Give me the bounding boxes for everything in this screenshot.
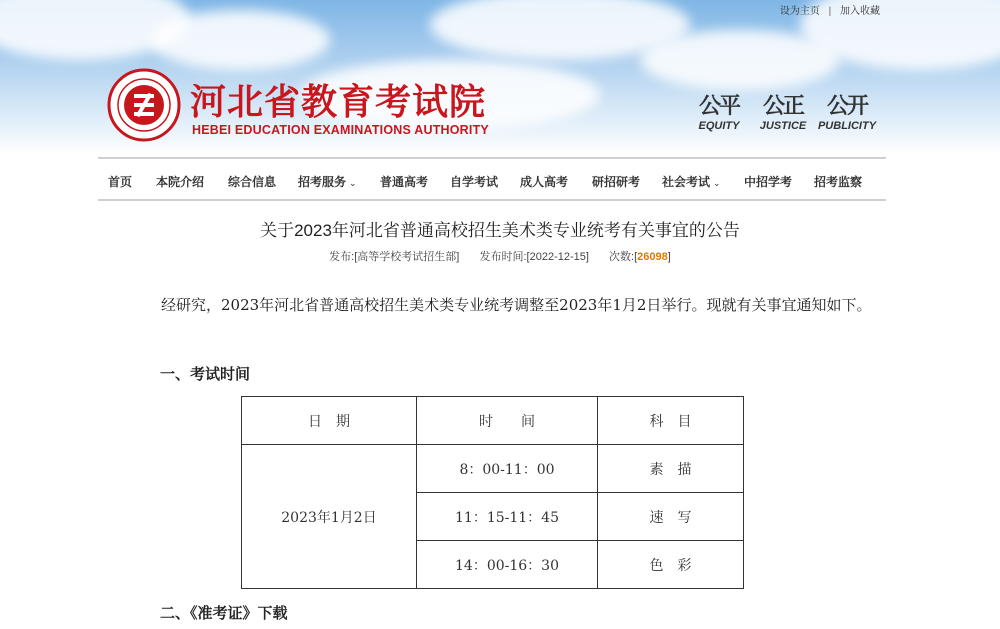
hits-label: 次数: [609, 251, 635, 263]
article-paragraph: 经研究，2023年河北省普通高校招生美术类专业统考调整至2023年1月2日举行。现就有关事宜通知如下。 [161, 296, 872, 314]
motto-small: EQUITY [698, 120, 740, 132]
main-nav [98, 157, 886, 201]
logo-title-en: HEBEI EDUCATION EXAMINATIONS AUTHORITY [192, 123, 489, 137]
exam-subject-cell: 素 描 [598, 445, 744, 493]
publisher-value: [高等学校考试招生部] [354, 251, 460, 263]
nav-item-label: 成人高考 [520, 175, 569, 189]
hits-bracket-close: ] [667, 251, 671, 263]
nav-item-general-info[interactable] [228, 173, 276, 190]
table-header-cell: 日 期 [242, 397, 417, 445]
exam-time-cell: 8：00-11：00 [417, 445, 598, 493]
hits-count: 26098 [637, 251, 668, 263]
motto-big: 公开 [826, 93, 867, 118]
nav-item-exam-services[interactable] [298, 173, 357, 190]
nav-item-graduate[interactable] [592, 173, 640, 190]
publisher-label: 发布: [329, 251, 355, 263]
table-header-row [242, 397, 744, 445]
nav-item-label: 自学考试 [450, 175, 499, 189]
nav-item-label: 招考监察 [814, 175, 863, 189]
chevron-down-icon: ⌄ [713, 178, 721, 188]
top-links [780, 2, 880, 17]
nav-item-self-study[interactable] [450, 173, 498, 190]
nav-item-label: 本院介绍 [156, 175, 205, 189]
table-row [242, 445, 744, 493]
nav-item-label: 中招学考 [744, 175, 793, 189]
table-header-cell: 科 目 [598, 397, 744, 445]
nav-item-label: 研招研考 [592, 175, 641, 189]
nav-item-social-exam[interactable] [662, 173, 721, 190]
add-favorite-link[interactable]: 加入收藏 [840, 6, 880, 17]
nav-item-label: 普通高考 [380, 175, 429, 189]
top-links-separator: | [828, 6, 832, 17]
exam-schedule-table [241, 396, 744, 589]
section-heading-exam-time: 一、考试时间 [160, 365, 251, 383]
section-heading-admission-ticket: 二、《准考证》下载 [160, 604, 288, 622]
logo-seal-icon[interactable] [107, 68, 181, 142]
article-meta [0, 248, 1000, 264]
publish-time-label: 发布时间: [479, 251, 527, 263]
motto-big: 公平 [698, 93, 739, 118]
set-homepage-link[interactable]: 设为主页 [779, 6, 820, 17]
motto-small: JUSTICE [759, 120, 807, 132]
exam-subject-cell: 色 彩 [598, 541, 744, 589]
nav-item-gaokao[interactable] [380, 173, 428, 190]
nav-item-supervision[interactable] [814, 173, 862, 190]
motto-equity [684, 94, 754, 132]
nav-item-adult-exam[interactable] [520, 173, 568, 190]
nav-item-about[interactable] [156, 173, 204, 190]
motto-justice [748, 94, 818, 132]
nav-item-label: 综合信息 [228, 175, 277, 189]
nav-item-zhongkao[interactable] [744, 173, 792, 190]
logo-title-cn[interactable]: 河北省教育考试院 [190, 82, 487, 123]
exam-time-cell: 11：15-11：45 [417, 493, 598, 541]
nav-item-label: 首页 [108, 175, 133, 189]
article-title: 关于2023年河北省普通高校招生美术类专业统考有关事宜的公告 [260, 221, 740, 240]
motto-small: PUBLICITY [817, 120, 877, 132]
exam-date-cell: 2023年1月2日 [242, 445, 417, 589]
hits-bracket-open: [ [634, 251, 638, 263]
exam-time-cell: 14：00-16：30 [417, 541, 598, 589]
motto-big: 公正 [762, 93, 803, 118]
exam-subject-cell: 速 写 [598, 493, 744, 541]
chevron-down-icon: ⌄ [349, 178, 357, 188]
nav-item-home[interactable] [108, 173, 132, 190]
table-header-cell: 时 间 [417, 397, 598, 445]
nav-item-label: 社会考试 [662, 175, 711, 189]
publish-time-value: [2022-12-15] [526, 251, 589, 263]
nav-item-label: 招考服务 [298, 175, 347, 189]
motto-publicity [812, 94, 882, 132]
